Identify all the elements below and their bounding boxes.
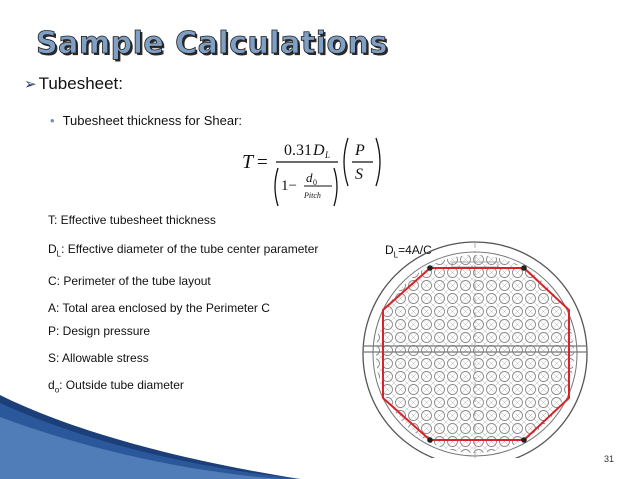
def-dl-text: : Effective diameter of the tube center parameter [61,242,319,256]
corner-swoosh-graphic [0,395,300,479]
def-a: A: Total area enclosed by the Perimeter C [48,301,270,315]
formula-d-zero: 0 [313,178,317,187]
slide-title: Sample Calculations [36,26,388,61]
dl-equation-subscript: L [393,250,399,260]
dot-bullet-icon: • [50,113,55,128]
formula-d-sub: L [325,150,331,160]
def-t: T: Effective tubesheet thickness [48,213,216,227]
formula-equals: = [257,152,268,173]
bullet-tubesheet-text: Tubesheet: [38,74,124,93]
formula-d-small: d [306,170,313,185]
perimeter-corner-marker [521,265,527,271]
formula-pitch: Pitch [304,191,321,200]
def-do [48,378,184,395]
perimeter-corner-marker [521,437,527,443]
def-c: C: Perimeter of the tube layout [48,274,211,288]
def-do-text: : Outside tube diameter [59,378,184,392]
arrow-bullet-icon: ➢ [24,76,37,93]
def-dl-symbol: D [48,242,57,256]
def-s: S: Allowable stress [48,351,149,365]
formula-coef: 0.31 [284,142,312,159]
def-p: P: Design pressure [48,324,151,338]
def-do-symbol: d [48,378,55,392]
def-dl-subscript: L [56,249,62,259]
def-do-subscript: o [54,385,60,395]
dl-equation-rest: =4A/C [398,243,432,257]
bullet-tubesheet [24,74,123,94]
page-number: 31 [604,454,615,464]
formula-d-big: D [313,142,325,159]
bullet-shear-text: Tubesheet thickness for Shear: [62,113,243,128]
def-dl [48,242,319,259]
bullet-shear [50,113,242,128]
perimeter-corner-marker [427,437,433,443]
tubesheet-layout-diagram [355,240,600,458]
dl-equation-symbol: D [385,243,394,257]
formula-p: P [355,142,365,159]
formula-s: S [355,166,363,183]
formula-one-minus: 1− [281,178,297,194]
perimeter-corner-marker [427,265,433,271]
formula-lhs: T [242,151,254,173]
shear-thickness-formula [240,132,390,212]
